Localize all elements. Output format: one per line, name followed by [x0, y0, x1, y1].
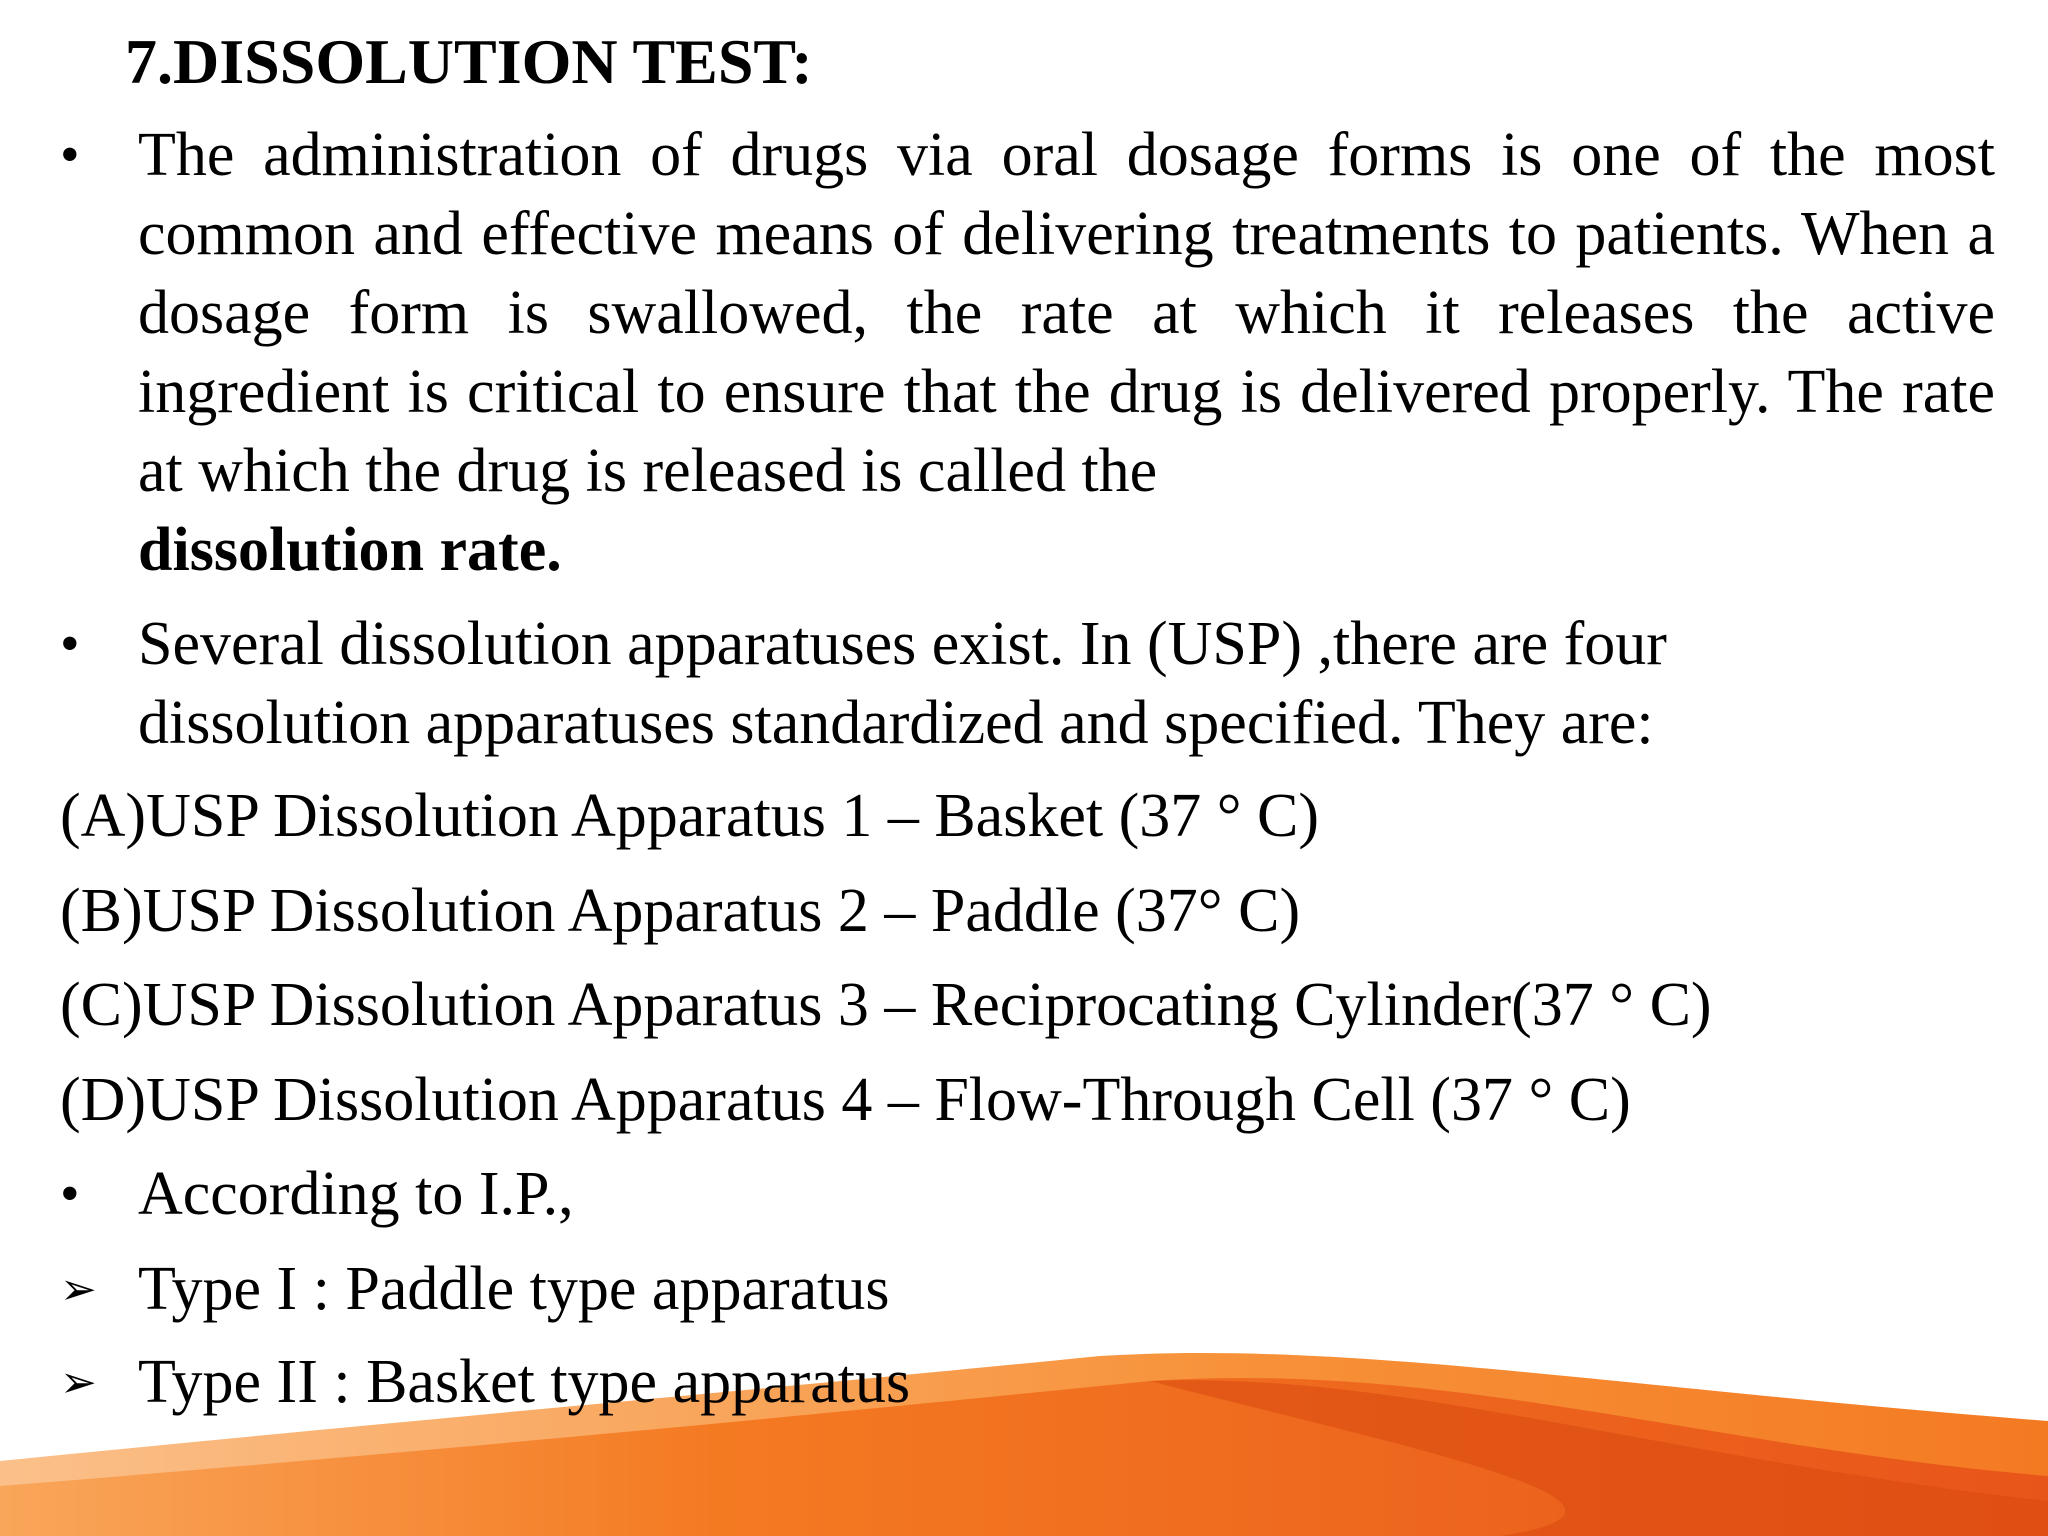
dissolution-rate-term: dissolution rate. [138, 516, 562, 584]
paragraph-oral-dosage-text: The administration of drugs via oral dosage forms is one of the most common and effective means of delivering treatments to patients. When a dosage form is swallowed, the rate at which it releases the active ingredient is critical to ensure that the drug is delivered properly. The rate at which the drug is released is called the [138, 121, 1995, 505]
slide-title: 7.DISSOLUTION TEST: [125, 26, 813, 97]
ip-type-text: Type II : Basket type apparatus [138, 1348, 911, 1416]
bullet-icon: • [60, 1163, 80, 1225]
arrow-bullet-icon: ➢ [60, 1357, 97, 1408]
bullet-item-oral-dosage [60, 116, 1995, 590]
usp-apparatus-item: (A)USP Dissolution Apparatus 1 – Basket (37 ° C) [60, 782, 1320, 850]
usp-apparatus-item: (C)USP Dissolution Apparatus 3 – Reciprocating Cylinder(37 ° C) [60, 971, 1712, 1039]
usp-apparatus-item: (D)USP Dissolution Apparatus 4 – Flow-Through Cell (37 ° C) [60, 1066, 1631, 1134]
bullet-icon: • [60, 613, 80, 675]
usp-apparatus-item: (B)USP Dissolution Apparatus 2 – Paddle (37° C) [60, 877, 1301, 945]
ip-type-text: Type I : Paddle type apparatus [138, 1255, 890, 1323]
bullet-icon: • [60, 124, 80, 186]
paragraph-ip: According to I.P., [138, 1160, 574, 1228]
arrow-bullet-icon: ➢ [60, 1264, 97, 1315]
bullet-item-ip [60, 1155, 574, 1234]
ip-type-item [60, 1343, 910, 1422]
ip-type-item [60, 1250, 889, 1329]
paragraph-usp-apparatus: Several dissolution apparatuses exist. In (USP) ,there are four dissolution apparatuses standardized and specified. They are: [138, 610, 1667, 757]
bullet-item-usp-apparatus [60, 605, 1995, 763]
paragraph-oral-dosage [138, 116, 1995, 590]
